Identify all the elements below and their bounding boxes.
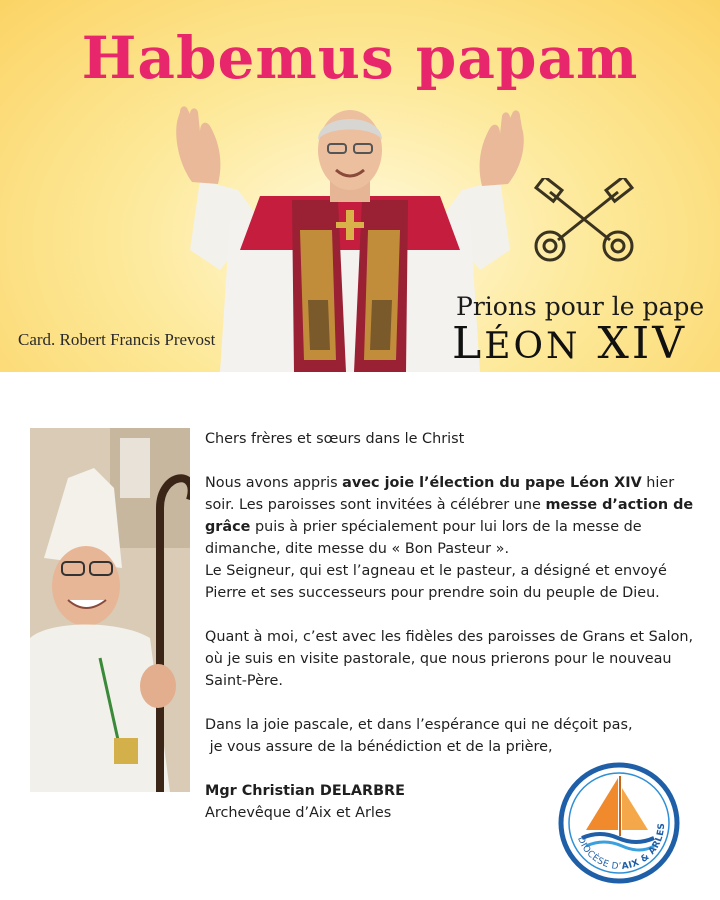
p1-text-c: puis à prier spécialement pour lui lors de la messe de dimanche, dite messe du « Bon Pasteur ». xyxy=(205,519,642,557)
pope-name-rest: ÉON xyxy=(484,326,581,367)
paragraph-visit: Quant à moi, c’est avec les fidèles des paroisses de Grans et Salon, où je suis en visite pastorale, que nous prierons pour le nouveau Saint-Père. xyxy=(205,629,694,689)
pope-regnal-number: XIV xyxy=(580,318,687,369)
paragraph-shepherd: Le Seigneur, qui est l’agneau et le pasteur, a désigné et envoyé Pierre et ses successeurs pour prendre soin du peuple de Dieu. xyxy=(205,563,667,601)
banner xyxy=(0,0,720,372)
p1-text-b: hier soir. Les paroisses sont invitées à célébrer une xyxy=(205,475,675,513)
paragraph-blessing xyxy=(205,714,705,758)
p1-bold-mass: messe d’action de grâce xyxy=(205,497,694,535)
pope-name xyxy=(452,318,687,369)
logo-text-diocese: DIOCÈSE D’ xyxy=(575,835,623,873)
blessing-line-2: je vous assure de la bénédiction et de la prière, xyxy=(205,739,553,755)
diocese-logo xyxy=(556,760,682,886)
headline: Habemus papam xyxy=(81,24,639,92)
blessing-line-1: Dans la joie pascale, et dans l’espérance qui ne déçoit pas, xyxy=(205,717,633,733)
signature-title: Archevêque d’Aix et Arles xyxy=(205,805,392,821)
pope-name-initial: L xyxy=(452,318,485,369)
cardinal-caption: Card. Robert Francis Prevost xyxy=(18,330,216,349)
pray-title: Prions pour le pape xyxy=(456,292,705,321)
archbishop-photo xyxy=(30,428,190,792)
logo-text-aix-arles: AIX & ARLES xyxy=(621,822,668,873)
p1-bold-election: avec joie l’élection du pape Léon XIV xyxy=(342,475,642,491)
p1-text-a: Nous avons appris xyxy=(205,475,343,491)
crossed-keys-icon xyxy=(532,178,636,264)
paragraph-announcement xyxy=(205,472,705,560)
signature-name: Mgr Christian DELARBRE xyxy=(205,783,405,799)
greeting: Chers frères et sœurs dans le Christ xyxy=(205,431,465,447)
